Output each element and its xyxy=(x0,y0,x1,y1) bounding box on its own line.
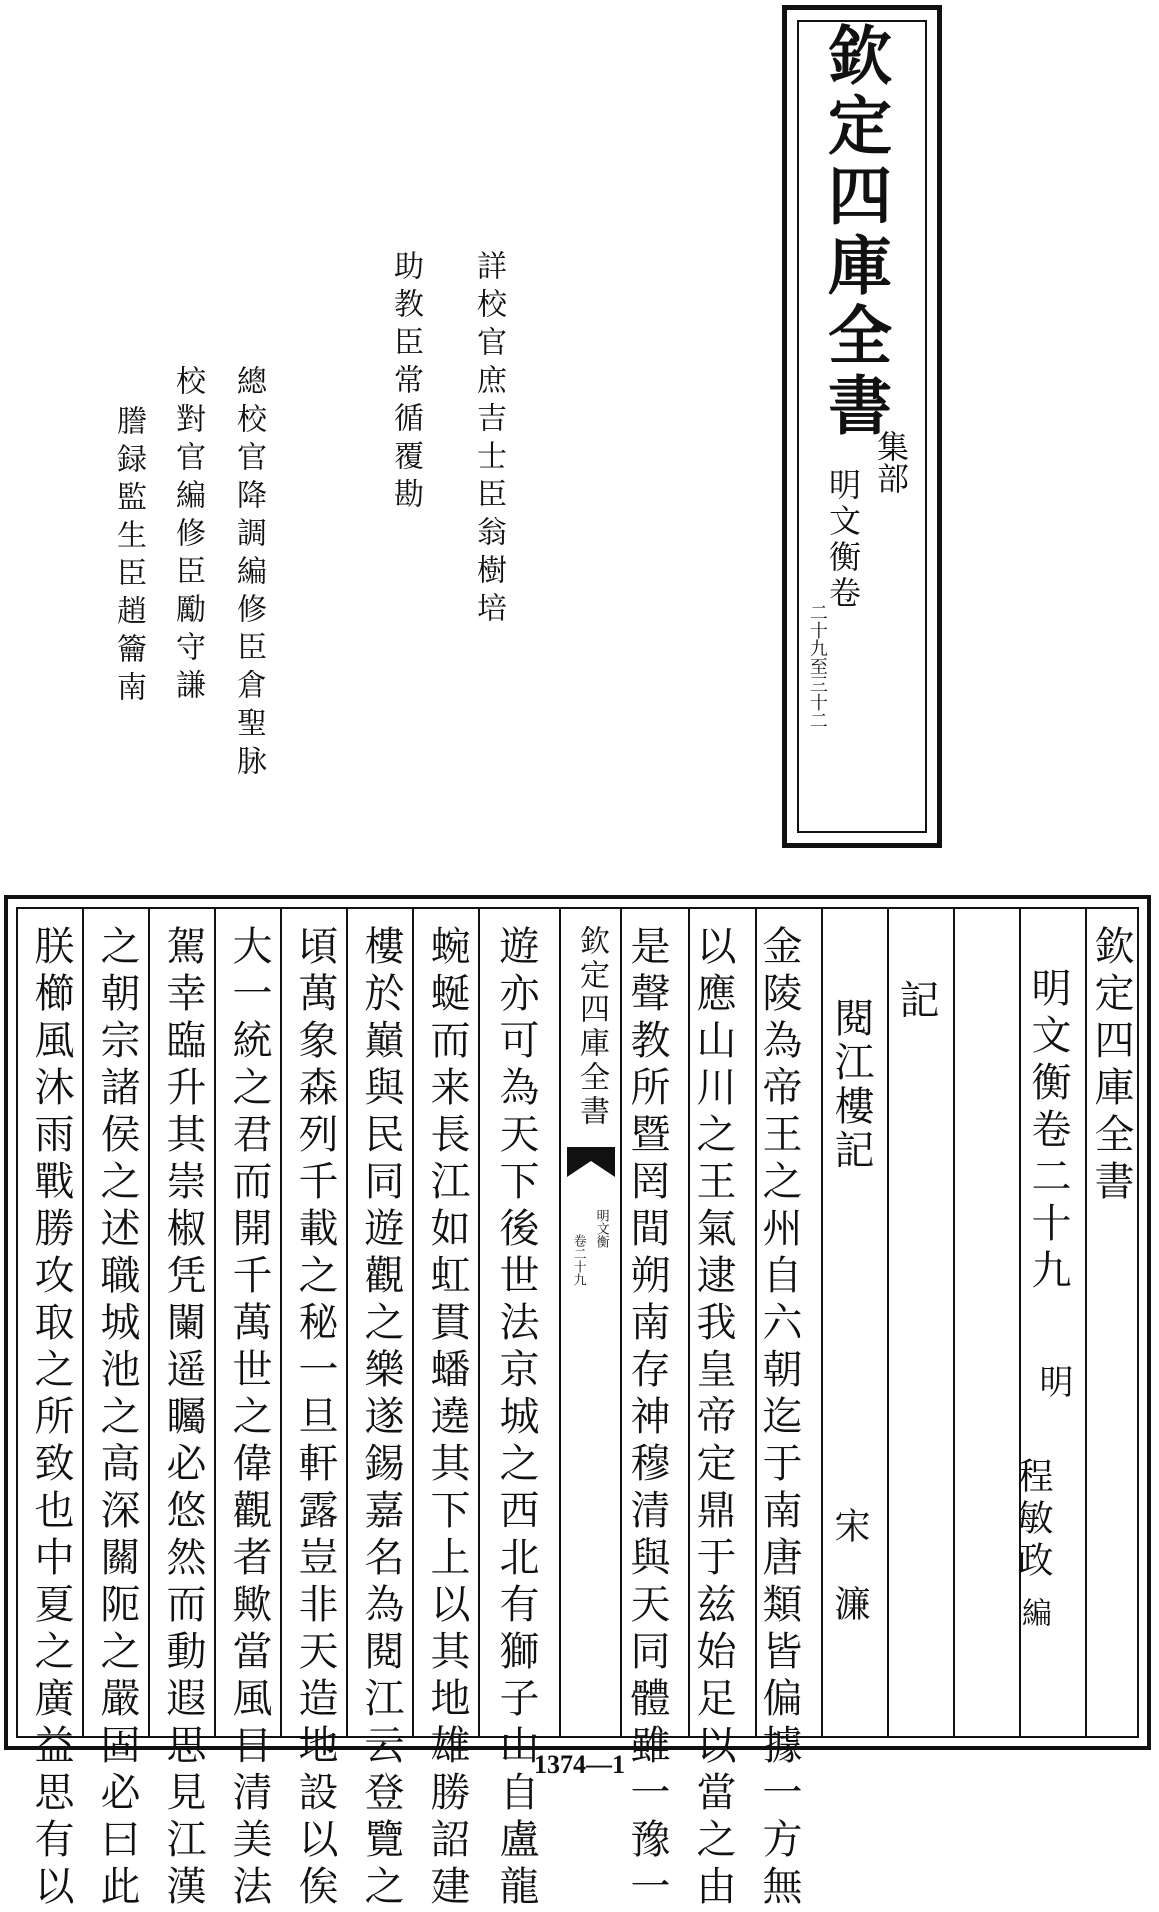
title-slip xyxy=(782,5,942,848)
text-column: 金陵為帝王之州自六朝迄于南唐類皆偏據一方無 xyxy=(756,925,802,1912)
compiler-name: 程敏政 xyxy=(1012,1457,1053,1583)
fishtail-mark-icon xyxy=(567,1147,615,1183)
text-column: 駕幸臨升其崇椒凭闌遥矚必悠然而動遐思見江漢 xyxy=(160,925,206,1912)
gutter-title: 欽定四庫全書 xyxy=(574,925,609,1129)
text-column: 頃萬象森列千載之秘一旦軒露豈非天造地設以俟 xyxy=(292,925,338,1912)
essay-author: 宋濂 xyxy=(829,1507,870,1663)
text-column: 是聲教所暨罔間朔南存神穆清與天同體雖一豫一 xyxy=(624,925,670,1912)
text-column: 蜿蜒而来長江如虹貫蟠遶其下上以其地雄勝詔建 xyxy=(424,925,470,1912)
gutter-volume: 卷二十九 xyxy=(570,1234,586,1286)
credit-line: 助教臣常循覆勘 xyxy=(388,250,423,516)
genre-heading: 記 xyxy=(893,979,939,1026)
column-rule xyxy=(280,909,282,1736)
page-header-title: 欽定四庫全書 xyxy=(1088,925,1134,1207)
column-rule xyxy=(346,909,348,1736)
column-rule xyxy=(821,909,823,1736)
page-number: 1374—1 xyxy=(534,1750,625,1779)
text-column: 大一統之君而開千萬世之偉觀者歟當風日清美法 xyxy=(226,925,272,1912)
column-rule xyxy=(214,909,216,1736)
essay-title: 閱江樓記 xyxy=(828,997,874,1173)
compiler-role: 編 xyxy=(1016,1597,1051,1634)
column-rule xyxy=(478,909,480,1736)
column-rule xyxy=(82,909,84,1736)
credit-line: 校對官編修臣勵守謙 xyxy=(170,365,205,707)
text-column: 遊亦可為天下後世法京城之西北有獅子山自盧龍 xyxy=(493,925,539,1912)
column-rule xyxy=(953,909,955,1736)
column-rule xyxy=(1085,909,1087,1736)
credit-line: 謄録監生臣趙籥南 xyxy=(111,405,146,709)
collection-main-title: 欽定四庫全書 xyxy=(817,22,892,442)
credit-line: 詳校官庶吉士臣翁樹培 xyxy=(471,250,506,630)
collection-section-label: 集部 xyxy=(872,430,910,494)
volume-range: 二十九至三十二 xyxy=(806,603,828,729)
credit-line: 總校官降調編修臣倉聖脉 xyxy=(231,365,266,783)
work-title: 明文衡卷 xyxy=(824,468,862,612)
gutter-rule xyxy=(620,909,622,1736)
text-column: 朕櫛風沐雨戰勝攻取之所致也中夏之廣益思有以 xyxy=(28,925,74,1912)
gutter-rule xyxy=(559,909,561,1736)
text-column: 之朝宗諸侯之述職城池之高深關阨之嚴固必曰此 xyxy=(94,925,140,1912)
gutter-work: 明文衡 xyxy=(593,1209,609,1248)
column-rule xyxy=(887,909,889,1736)
text-column: 樓於巔與民同遊觀之樂遂錫嘉名為閱江云登覽之 xyxy=(358,925,404,1912)
column-rule xyxy=(148,909,150,1736)
column-rule xyxy=(412,909,414,1736)
compiler-dynasty: 明 xyxy=(1033,1364,1073,1405)
page-header-work: 明文衡卷二十九 xyxy=(1025,967,1071,1296)
text-column: 以應山川之王氣逮我皇帝定鼎于兹始足以當之由 xyxy=(690,925,736,1912)
